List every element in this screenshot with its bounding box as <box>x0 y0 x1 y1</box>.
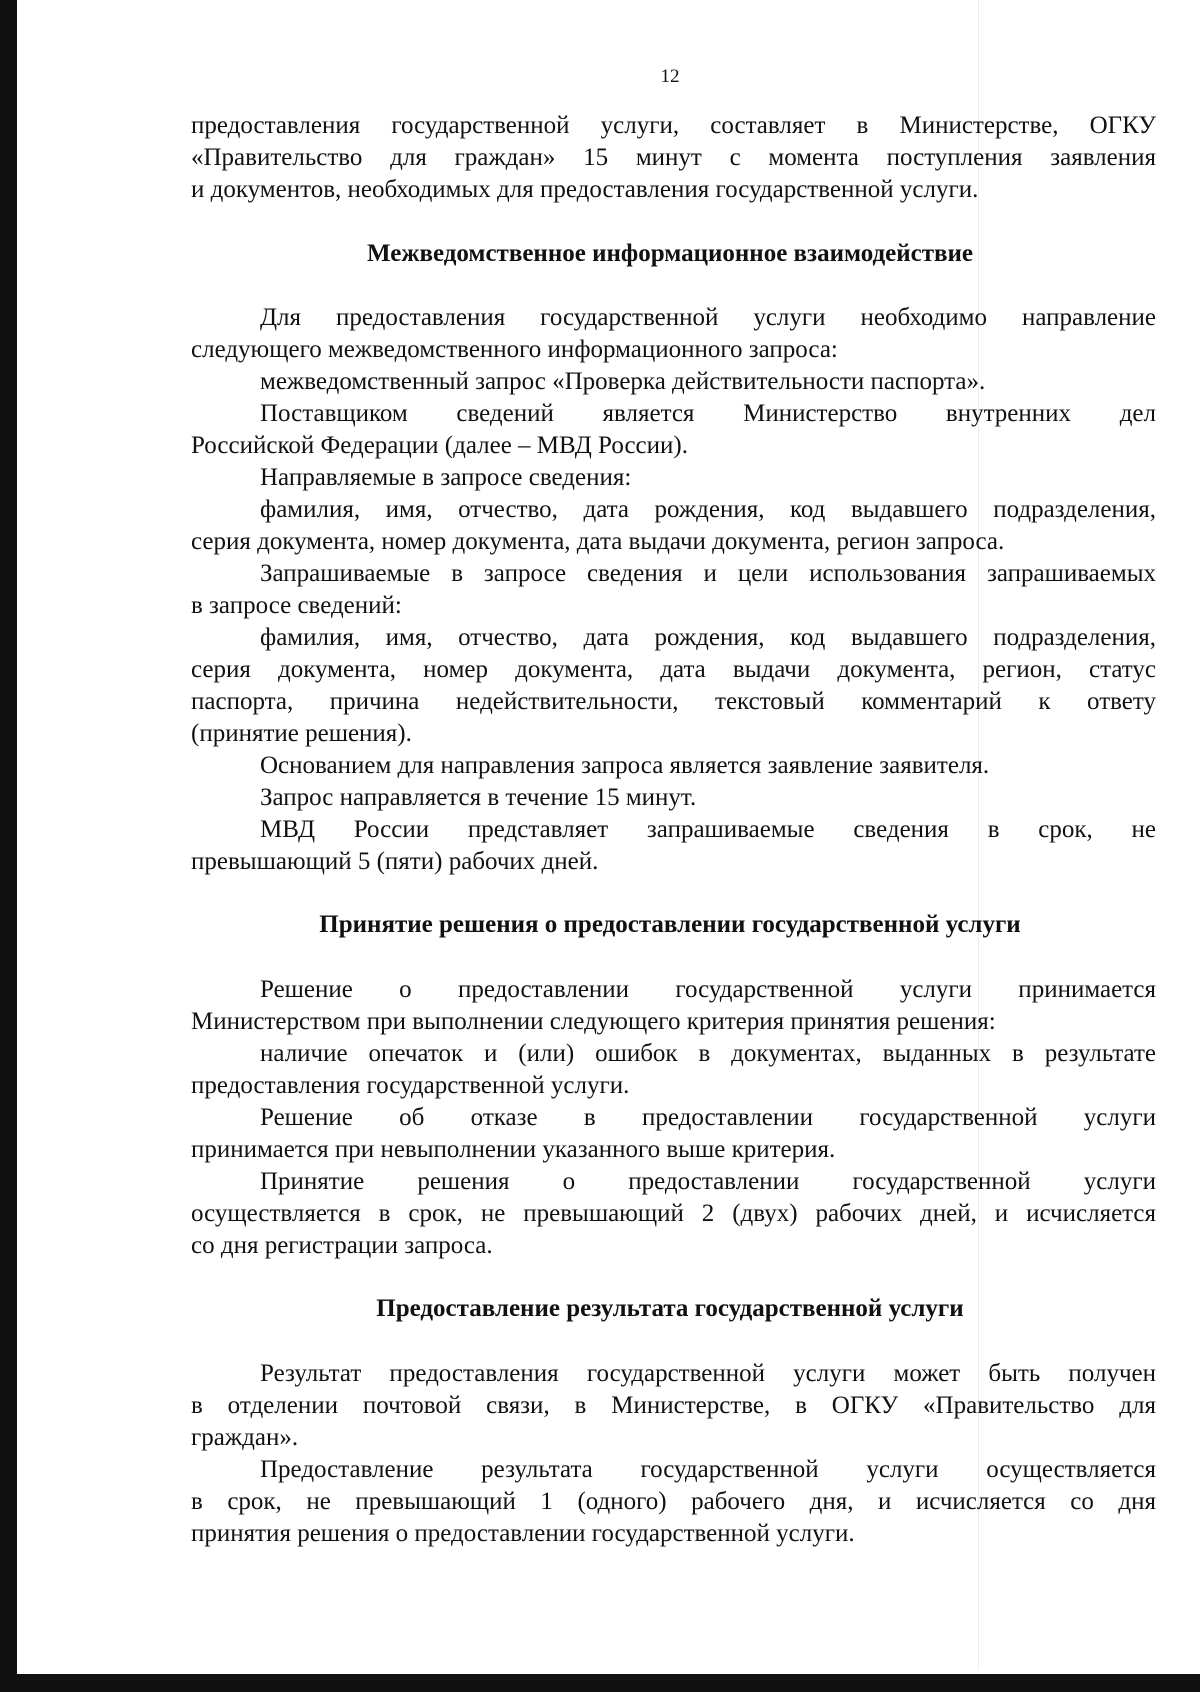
paragraph-line: паспорта, причина недействительности, текстовый комментарий к ответу <box>191 688 1156 715</box>
section-heading: Межведомственное информационное взаимодействие <box>367 240 973 267</box>
paragraph-line: фамилия, имя, отчество, дата рождения, код выдавшего подразделения, <box>260 496 1156 523</box>
paragraph-line: предоставления государственной услуги, составляет в Министерстве, ОГКУ <box>191 112 1156 139</box>
paragraph-line: Поставщиком сведений является Министерство внутренних дел <box>260 400 1156 427</box>
paragraph-line: следующего межведомственного информационного запроса: <box>191 336 838 363</box>
paragraph-line: в запросе сведений: <box>191 592 402 619</box>
paragraph-line: Предоставление результата государственной услуги осуществляется <box>260 1456 1156 1483</box>
paragraph-line: принимается при невыполнении указанного выше критерия. <box>191 1136 836 1163</box>
paragraph-line: (принятие решения). <box>191 720 412 747</box>
paragraph-line: серия документа, номер документа, дата выдачи документа, регион запроса. <box>191 528 1005 555</box>
paragraph-line: предоставления государственной услуги. <box>191 1072 630 1099</box>
paragraph-line: принятия решения о предоставлении государственной услуги. <box>191 1520 855 1547</box>
paragraph-line: Запрос направляется в течение 15 минут. <box>260 784 697 811</box>
page-number: 12 <box>660 66 680 87</box>
paragraph-line: в отделении почтовой связи, в Министерстве, в ОГКУ «Правительство для <box>191 1392 1156 1419</box>
paragraph-line: осуществляется в срок, не превышающий 2 (двух) рабочих дней, и исчисляется <box>191 1200 1156 1227</box>
paragraph-line: МВД России представляет запрашиваемые сведения в срок, не <box>260 816 1156 843</box>
paragraph-line: граждан». <box>191 1424 299 1451</box>
paragraph-line: и документов, необходимых для предоставления государственной услуги. <box>191 176 979 203</box>
paragraph-line: Запрашиваемые в запросе сведения и цели использования запрашиваемых <box>260 560 1156 587</box>
paragraph-line: Основанием для направления запроса является заявление заявителя. <box>260 752 990 779</box>
paragraph-line: Решение о предоставлении государственной услуги принимается <box>260 976 1156 1003</box>
paragraph-line: Российской Федерации (далее – МВД России). <box>191 432 688 459</box>
section-heading: Предоставление результата государственной услуги <box>376 1295 964 1322</box>
paragraph-line: Решение об отказе в предоставлении государственной услуги <box>260 1104 1156 1131</box>
paragraph-line: серия документа, номер документа, дата выдачи документа, регион, статус <box>191 656 1156 683</box>
paragraph-line: межведомственный запрос «Проверка действительности паспорта». <box>260 368 986 395</box>
paragraph-line: наличие опечаток и (или) ошибок в документах, выданных в результате <box>260 1040 1156 1067</box>
paragraph-line: в срок, не превышающий 1 (одного) рабочего дня, и исчисляется со дня <box>191 1488 1156 1515</box>
paragraph-line: со дня регистрации запроса. <box>191 1232 493 1259</box>
paragraph-line: Принятие решения о предоставлении государственной услуги <box>260 1168 1156 1195</box>
paragraph-line: фамилия, имя, отчество, дата рождения, код выдавшего подразделения, <box>260 624 1156 651</box>
paragraph-line: Направляемые в запросе сведения: <box>260 464 632 491</box>
paragraph-line: Министерством при выполнении следующего критерия принятия решения: <box>191 1008 996 1035</box>
paragraph-line: «Правительство для граждан» 15 минут с момента поступления заявления <box>191 144 1156 171</box>
paragraph-line: превышающий 5 (пяти) рабочих дней. <box>191 848 599 875</box>
paragraph-line: Результат предоставления государственной услуги может быть получен <box>260 1360 1156 1387</box>
paragraph-line: Для предоставления государственной услуги необходимо направление <box>260 304 1156 331</box>
section-heading: Принятие решения о предоставлении государственной услуги <box>319 911 1021 938</box>
